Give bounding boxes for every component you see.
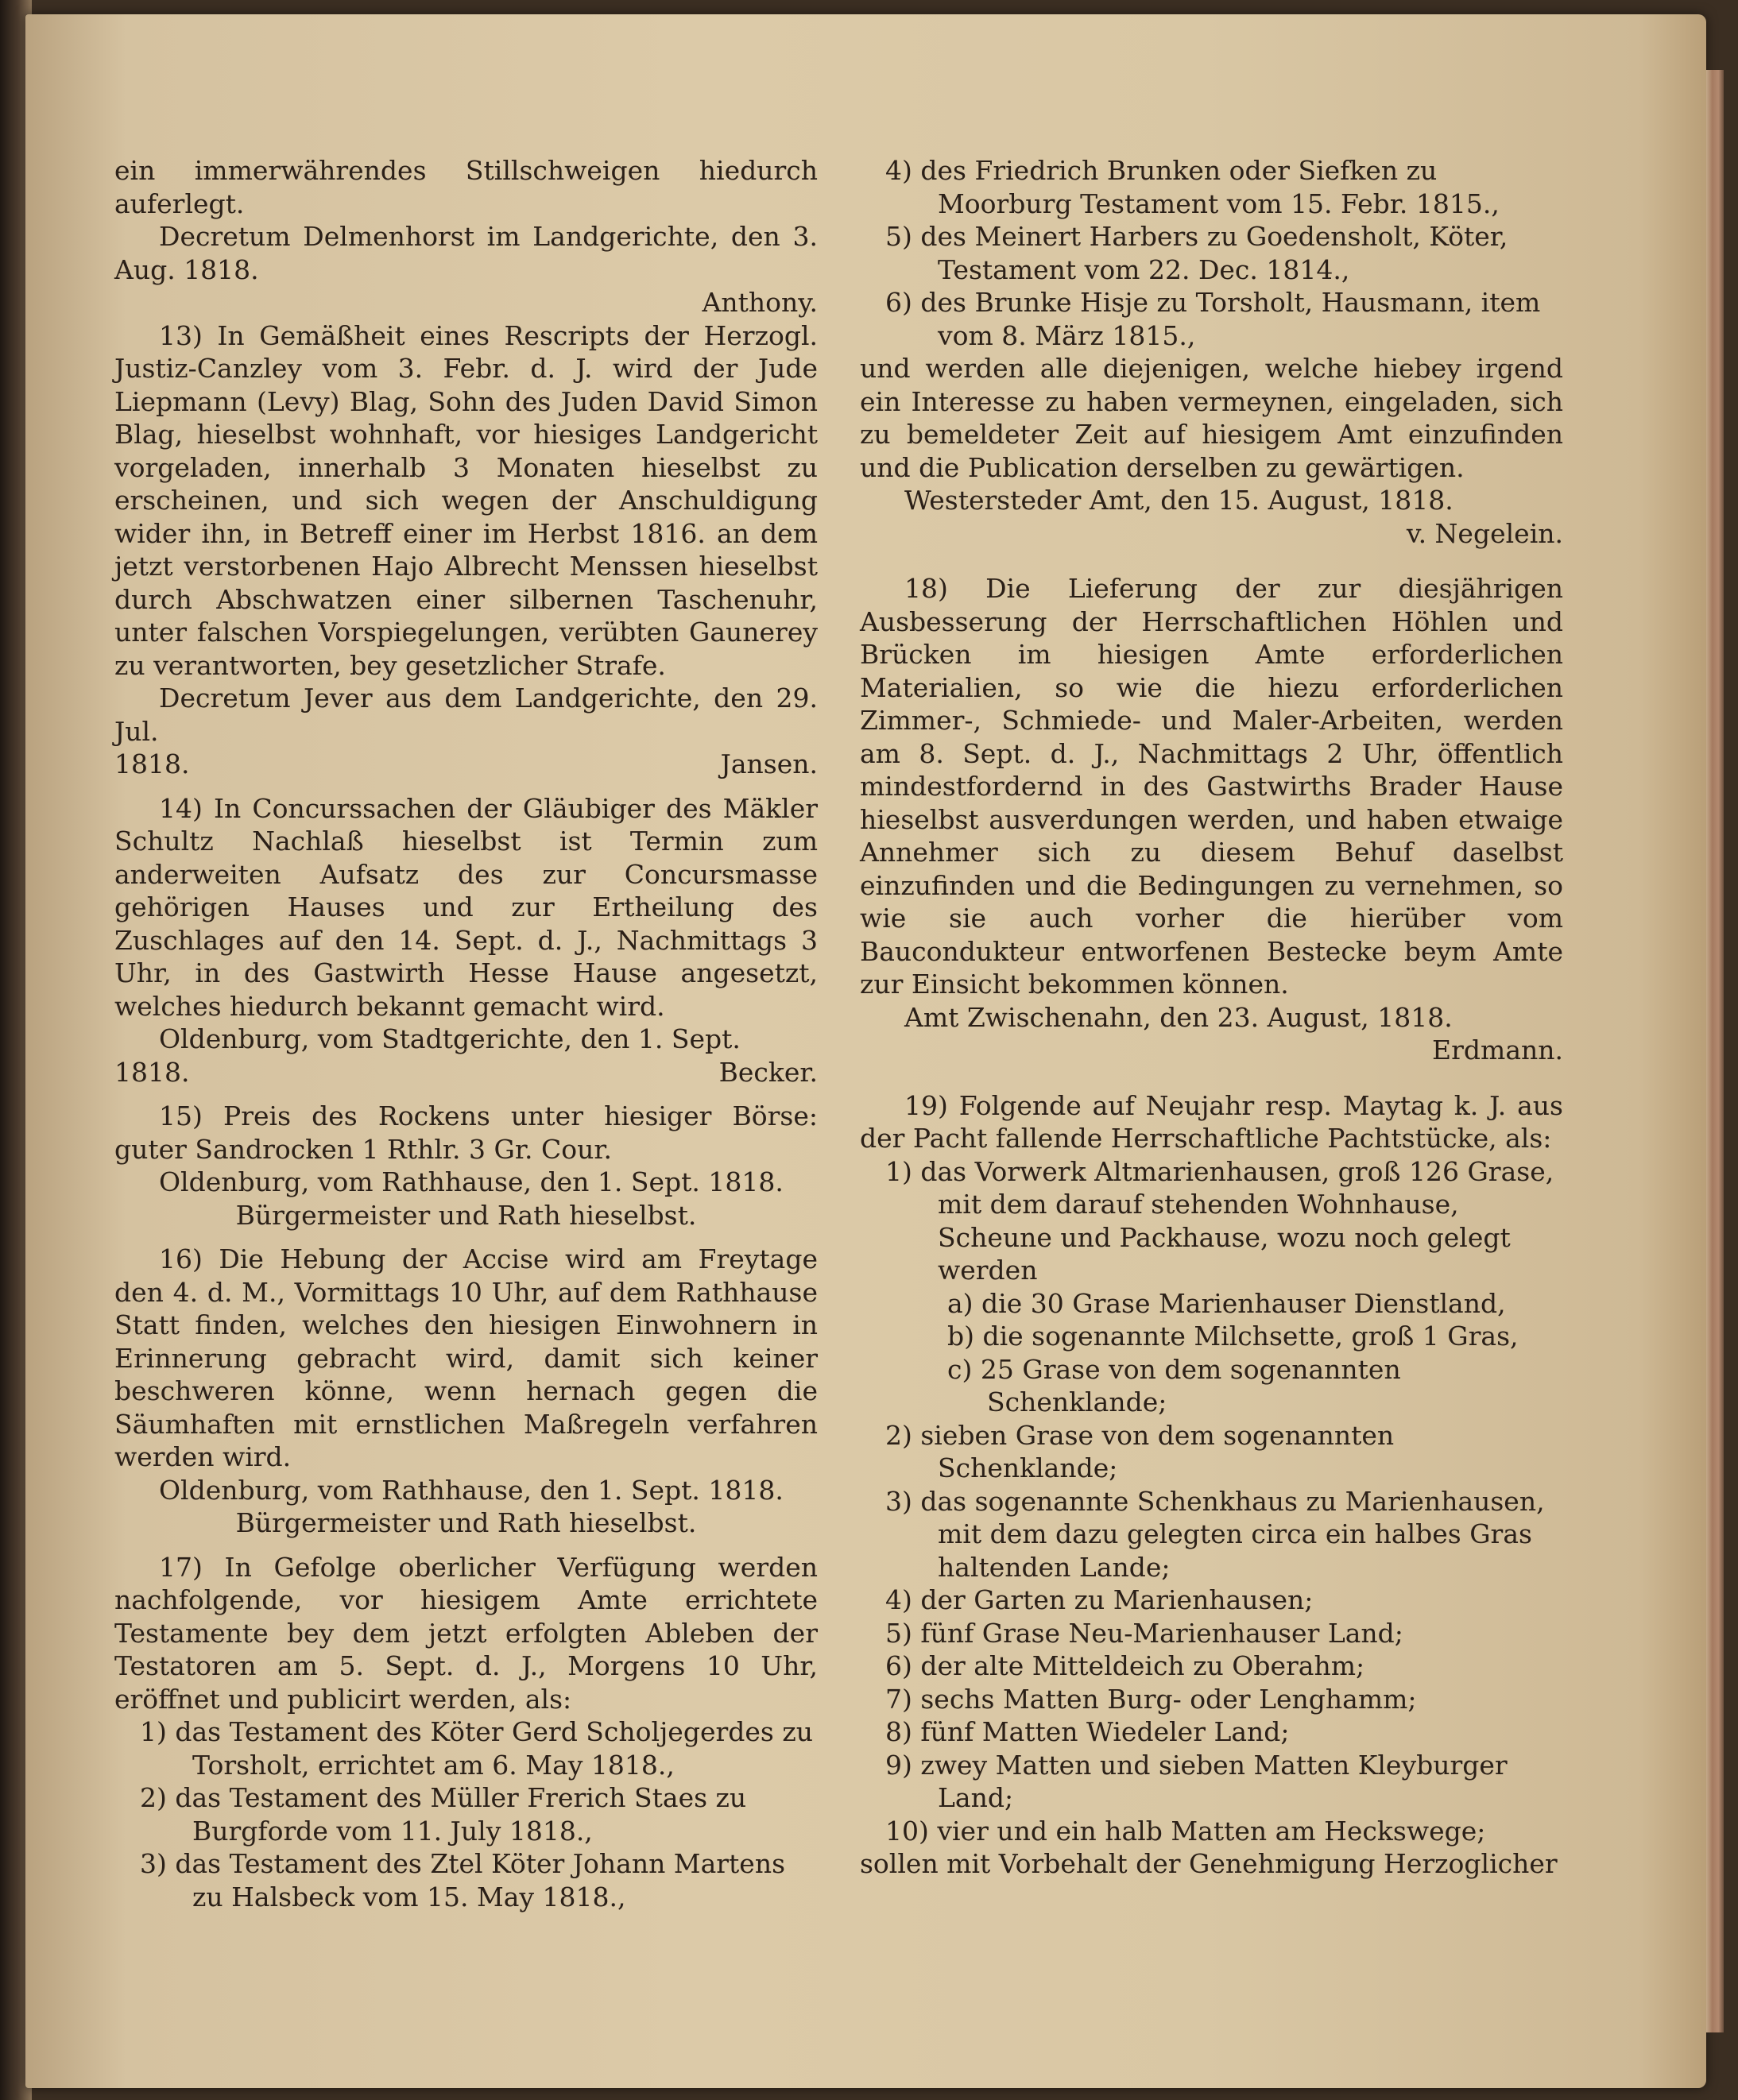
lease-item: 1) das Vorwerk Altmarienhausen, groß 126 Grase, mit dem darauf stehenden Wohnhause, Scheune und Packhause, wozu noch gelegt werden <box>885 1155 1554 1286</box>
notice-17: 17) In Gefolge oberlicher Verfügung werden nachfolgende, vor hiesigem Amte errichtete Testamente bey dem jetzt erfolgten Ableben der Testatoren am 5. Sept. d. J., Morgens 10 Uhr, eröffnet und publicirt werden, als: <box>114 1551 818 1715</box>
notice-14: 14) In Concurssachen der Gläubiger des Mäkler Schultz Nachlaß hieselbst ist Termin zum anderweiten Aufsatz des zur Concursmasse gehörigen Hauses und zur Ertheilung des Zuschlages auf den 14. Sept. d. J., Nachmittags 3 Uhr, in des Gastwirth Hesse Hause angesetzt, welches hiedurch bekannt gemacht wird. <box>114 792 818 1022</box>
oldenburg-court-year: 1818. <box>114 1056 190 1088</box>
decree-delmenhorst: Decretum Delmenhorst im Landgerichte, den 3. Aug. 1818. <box>114 221 818 285</box>
notice-16: 16) Die Hebung der Accise wird am Freytage den 4. d. M., Vormittags 10 Uhr, auf dem Rathhause Statt finden, welches den hiesigen Einwohnern in Erinnerung gebracht wird, damit sich keiner beschweren könne, wenn hernach gegen die Säumhaften mit ernstlichen Maßregeln verfahren werden wird. <box>114 1243 818 1472</box>
notice-19-continuation: sollen mit Vorbehalt der Genehmigung Herzoglicher <box>860 1848 1558 1879</box>
oldenburg-court-date: Oldenburg, vom Stadtgerichte, den 1. Sept. <box>159 1023 741 1054</box>
lease-item: 5) fünf Grase Neu-Marienhauser Land; <box>885 1617 1403 1649</box>
notice-13: 13) In Gemäßheit eines Rescripts der Herzogl. Justiz-Canzley vom 3. Febr. d. J. wird der Jude Liepmann (Levy) Blag, Sohn des Juden David Simon Blag, hieselbst wohnhaft, vor hiesiges Landgericht vorgeladen, innerhalb 3 Monaten hieselbst zu erscheinen, und sich wegen der Anschuldigung wider ihn, in Betreff einer im Herbst 1816. an dem jetzt verstorbenen Hajo Albrecht Menssen hieselbst durch Abschwatzen einer silbernen Taschenuhr, unter falschen Vorspiegelungen, verübten Gaunerey zu verantworten, bey gesetzlicher Strafe. <box>114 319 818 681</box>
signature-council-2: Bürgermeister und Rath hieselbst. <box>235 1507 697 1538</box>
testament-item: 6) des Brunke Hisje zu Torsholt, Hausmann, item vom 8. März 1815., <box>885 287 1541 351</box>
notice-17-conclusion: und werden alle diejenigen, welche hiebey irgend ein Interesse zu haben vermeynen, eingeladen, sich zu bemeldeter Zeit auf hiesigem Amt einzufinden und die Publication derselben zu gewärtigen. <box>860 353 1563 483</box>
lease-item: 7) sechs Matten Burg- oder Lenghamm; <box>885 1683 1417 1715</box>
right-column <box>860 154 1563 1881</box>
lease-item: 9) zwey Matten und sieben Matten Kleyburger Land; <box>885 1749 1508 1813</box>
lease-subitem: c) 25 Grase von dem sogenannten Schenklande; <box>947 1353 1401 1417</box>
testament-item: 1) das Testament des Köter Gerd Scholjegerdes zu Torsholt, errichtet am 6. May 1818., <box>140 1716 813 1781</box>
oldenburg-council-date-1: Oldenburg, vom Rathhause, den 1. Sept. 1818. <box>159 1166 784 1197</box>
lease-item: 10) vier und ein halb Matten am Heckswege; <box>885 1815 1486 1847</box>
lease-subitem: a) die 30 Grase Marienhauser Dienstland, <box>947 1287 1506 1319</box>
lease-item: 4) der Garten zu Marienhausen; <box>885 1584 1314 1615</box>
oldenburg-court-footer <box>114 1056 818 1089</box>
decree-jever-footer <box>114 748 818 781</box>
notice-15: 15) Preis des Rockens unter hiesiger Börse: guter Sandrocken 1 Rthlr. 3 Gr. Cour. <box>114 1100 818 1165</box>
lease-item: 2) sieben Grase von dem sogenannten Schenklande; <box>885 1419 1395 1483</box>
westerstede-date: Westersteder Amt, den 15. August, 1818. <box>904 485 1453 516</box>
document-page <box>25 14 1706 2088</box>
zwischenahn-date: Amt Zwischenahn, den 23. August, 1818. <box>904 1001 1453 1033</box>
page-edge-stack <box>1706 70 1724 2032</box>
testament-item: 4) des Friedrich Brunken oder Siefken zu Moorburg Testament vom 15. Febr. 1815., <box>885 155 1500 219</box>
testament-item: 2) das Testament des Müller Frerich Staes zu Burgforde vom 11. July 1818., <box>140 1782 747 1847</box>
left-column <box>114 154 818 1913</box>
continued-text: ein immerwährendes Stillschweigen hiedurch auferlegt. <box>114 155 818 219</box>
oldenburg-council-date-2: Oldenburg, vom Rathhause, den 1. Sept. 1818. <box>159 1474 784 1506</box>
testament-item: 5) des Meinert Harbers zu Goedensholt, Köter, Testament vom 22. Dec. 1814., <box>885 221 1508 285</box>
decree-jever-year: 1818. <box>114 748 190 779</box>
lease-subitem: b) die sogenannte Milchsette, groß 1 Gras, <box>947 1321 1519 1352</box>
notice-19: 19) Folgende auf Neujahr resp. Maytag k. J. aus der Pacht fallende Herrschaftliche Pachtstücke, als: <box>860 1089 1563 1154</box>
signature-anthony: Anthony. <box>702 287 818 318</box>
signature-council-1: Bürgermeister und Rath hieselbst. <box>235 1199 697 1231</box>
testament-item: 3) das Testament des Ztel Köter Johann Martens zu Halsbeck vom 15. May 1818., <box>140 1848 786 1912</box>
lease-item: 8) fünf Matten Wiedeler Land; <box>885 1716 1290 1747</box>
decree-jever: Decretum Jever aus dem Landgerichte, den 29. Jul. <box>114 683 818 747</box>
signature-erdmann: Erdmann. <box>1432 1035 1563 1065</box>
signature-becker: Becker. <box>718 1056 818 1088</box>
signature-jansen: Jansen. <box>720 748 818 779</box>
notice-18: 18) Die Lieferung der zur diesjährigen Ausbesserung der Herrschaftlichen Höhlen und Brücken im hiesigen Amte erforderlichen Materialien, so wie die hiezu erforderlichen Zimmer-, Schmiede- und Maler-Arbeiten, werden am 8. Sept. d. J., Nachmittags 2 Uhr, öffentlich mindestfordernd in des Gastwirths Brader Hause hieselbst ausverdungen werden, und haben etwaige Annehmer sich zu diesem Behuf daselbst einzufinden und die Bedingungen zu vernehmen, so wie sie auch vorher die hierüber vom Baucondukteur entworfenen Bestecke beym Amte zur Einsicht bekommen können. <box>860 573 1563 1000</box>
lease-item: 3) das sogenannte Schenkhaus zu Marienhausen, mit dem dazu gelegten circa ein halbes Gras haltenden Lande; <box>885 1485 1545 1583</box>
signature-negelein: v. Negelein. <box>1406 517 1563 549</box>
lease-item: 6) der alte Mitteldeich zu Oberahm; <box>885 1650 1365 1681</box>
